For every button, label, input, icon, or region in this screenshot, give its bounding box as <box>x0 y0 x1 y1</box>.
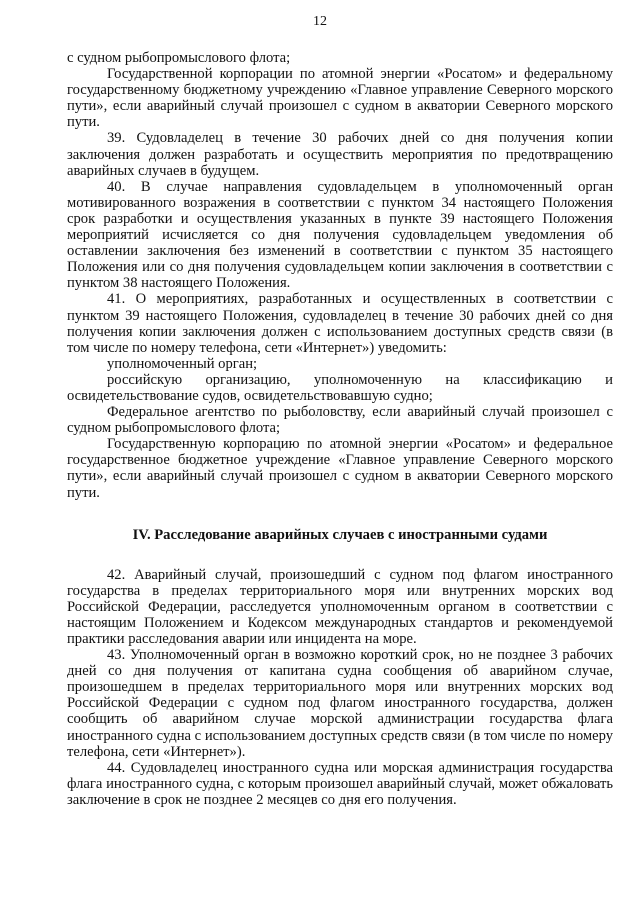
paragraph-41-item-1: уполномоченный орган; <box>107 355 258 372</box>
document-body <box>67 50 613 808</box>
paragraph-44: 44. Судовладелец иностранного судна или морская администрация государства флага иностранного судна, с которым произошел аварийный случай, может обжаловать заключение в срок не позднее 2 месяцев со дня его получения. <box>67 759 613 808</box>
paragraph-rosatom-recipient: Государственной корпорации по атомной энергии «Росатом» и федеральному государственному бюджетному учреждению «Главное управление Северного морского пути», если аварийный случай произошел с судном в акватории Северного морского пути. <box>67 66 613 131</box>
paragraph-41: 41. О мероприятиях, разработанных и осуществленных в соответствии с пунктом 39 настоящего Положения, судовладелец в течение 30 рабочих дней со дня получения копии заключения должен с использованием доступных средств связи (в том числе по номеру телефона, сети «Интернет») уведомить: <box>67 291 613 356</box>
paragraph-continuation: с судном рыбопромыслового флота; <box>67 50 291 66</box>
paragraph-43: 43. Уполномоченный орган в возможно короткий срок, но не позднее 3 рабочих дней со дня получения от капитана судна сообщения об аварийном случае, произошедшем в пределах территориального моря или внутренних морских вод Российской Федерации с судном под флагом иностранного государства, должен сообщить об аварийном случае морской администрации государства флага иностранного судна с использованием доступных средств связи (в том числе по номеру телефона, сети «Интернет»). <box>67 647 613 760</box>
paragraph-40: 40. В случае направления судовладельцем в уполномоченный орган мотивированного возражения в соответствии с пунктом 34 настоящего Положения срок разработки и осуществления указанных в пункте 39 настоящего Положения мероприятий исчисляется со дня получения судовладельцем уведомления об оставлении заключения без изменений в соответствии с пунктом 35 настоящего Положения или со дня получения судовладельцем копии заключения в соответствии с пунктом 38 настоящего Положения. <box>67 178 613 292</box>
paragraph-42: 42. Аварийный случай, произошедший с судном под флагом иностранного государства в пределах территориального моря или внутренних морских вод Российской Федерации, расследуется уполномоченным органом в соответствии с настоящим Положением и Кодексом международных стандартов и рекомендуемой практики расследования аварии или инцидента на море. <box>67 566 613 647</box>
paragraph-41-item-3: Федеральное агентство по рыболовству, если аварийный случай произошел с судном рыбопромыслового флота; <box>67 404 613 437</box>
paragraph-39: 39. Судовладелец в течение 30 рабочих дней со дня получения копии заключения должен разработать и осуществить мероприятия по предотвращению аварийных случаев в будущем. <box>67 130 613 179</box>
paragraph-41-item-2: российскую организацию, уполномоченную на классификацию и освидетельствование судов, освидетельствовавшую судно; <box>67 371 613 404</box>
section-heading: IV. Расследование аварийных случаев с иностранными судами <box>132 526 548 543</box>
paragraph-41-item-4: Государственную корпорацию по атомной энергии «Росатом» и федеральное государственное бюджетное учреждение «Главное управление Северного морского пути», если аварийный случай произошел с судном в акватории Северного морского пути. <box>67 436 613 501</box>
page-number: 12 <box>313 14 327 29</box>
